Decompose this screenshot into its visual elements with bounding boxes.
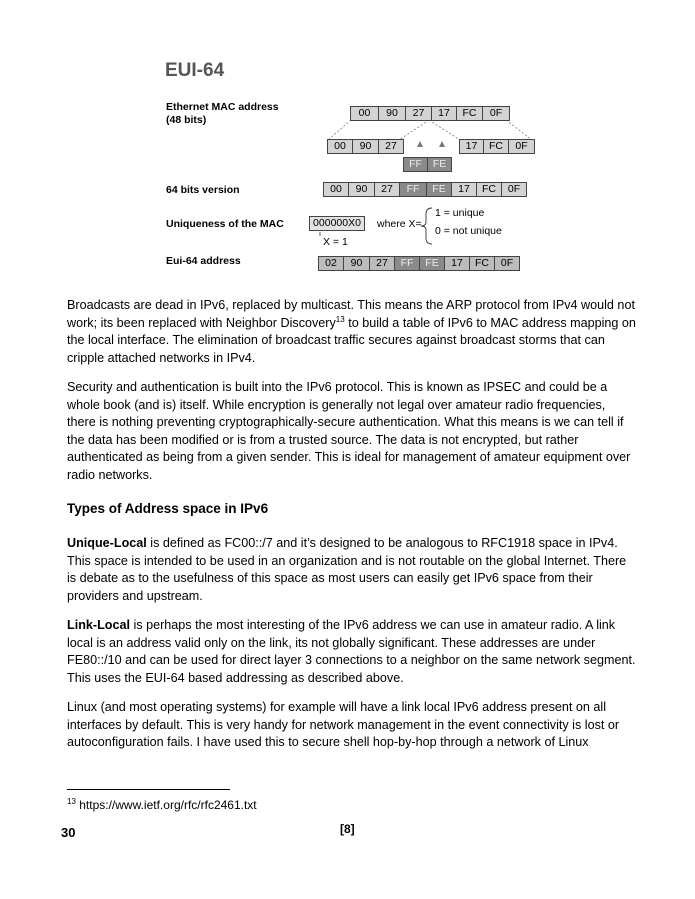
option-not-unique: 0 = not unique (435, 225, 502, 237)
mac-cells (351, 106, 510, 121)
eui-cell: 90 (343, 256, 370, 271)
paragraph-security: Security and authentication is built into the IPv6 protocol. This is known as IPSEC and could be a whole book (and is) itself. While encryption is generally not legal over amateur radio frequencies, there is nothing preventing cryptographically-secure authentication. What this means is we can tell if the data has been modified or is from a trusted source. The data is not encrypted, but rather authenticated as being from a given sender. This is ideal for management of amateur equipment over radio networks. (67, 380, 631, 482)
mac-address-label (166, 101, 279, 127)
mac-label-line2: (48 bits) (166, 114, 207, 126)
paragraph-text: to build a table of IPv6 to MAC address mapping on the local interface. The elimination of broadcast traffic secures against broadcast storms that can cripple attached networks in IPv4. (67, 315, 636, 365)
paragraph-text: Broadcasts are dead in IPv6, replaced by multicast. This means the ARP protocol from IPv4 would not work; its been replaced with Neighbor Discovery (67, 298, 635, 330)
section-heading: Types of Address space in IPv6 (67, 501, 269, 516)
mac-cell: 0F (482, 106, 510, 121)
split-cell: 0F (508, 139, 535, 154)
eui-cell: FC (469, 256, 495, 271)
footer-mark: [8] (340, 822, 355, 836)
split-cell: 17 (459, 139, 484, 154)
footnote-number: 13 (67, 797, 76, 806)
where-x-text: where X= (377, 218, 422, 230)
bits64-cell: FE (426, 182, 452, 197)
bits64-cell: 17 (451, 182, 477, 197)
mac-cell: 90 (378, 106, 406, 121)
paragraph-broadcasts (67, 297, 637, 367)
split-cell: 27 (378, 139, 404, 154)
footnote-divider (67, 789, 230, 790)
x-equals-one: X = 1 (323, 236, 348, 248)
split-cell: 00 (327, 139, 353, 154)
bits64-cell: 00 (323, 182, 349, 197)
paragraph-text: is perhaps the most interesting of the IPv6 address we can use in amateur radio. A link local is an address valid only on the link, its not globally significant. These addresses are under FE80::/10 and can be used for direct layer 3 connections to a neighbor on the same network segment. This uses the EUI-64 based addressing as described above. (67, 618, 636, 685)
bits64-cell: FF (399, 182, 427, 197)
eui-cell: 17 (444, 256, 470, 271)
uniq-box (310, 216, 365, 231)
mac-cell: FC (456, 106, 483, 121)
paragraph-unique-local (67, 535, 637, 605)
figure-title: EUI-64 (165, 60, 225, 81)
footnote (67, 798, 257, 812)
insert-cell: FE (427, 157, 452, 172)
mac-label-line1: Ethernet MAC address (166, 101, 279, 113)
insert-ff-fe-cells (404, 157, 452, 172)
eui-cell: 27 (369, 256, 395, 271)
split-right-cells (460, 139, 535, 154)
uniqueness-label: Uniqueness of the MAC (166, 218, 284, 230)
eui-cell: FE (419, 256, 445, 271)
bits64-cell: 0F (501, 182, 527, 197)
eui-cell: FF (394, 256, 420, 271)
option-unique: 1 = unique (435, 207, 485, 219)
split-cell: FC (483, 139, 509, 154)
bits64-cell: 27 (374, 182, 400, 197)
mac-cell: 27 (405, 106, 432, 121)
eui64-cells (319, 256, 520, 271)
eui-cell: 02 (318, 256, 344, 271)
mac-cell: 00 (350, 106, 379, 121)
term-link-local: Link-Local (67, 618, 130, 632)
bits64-cell: FC (476, 182, 502, 197)
bits64-cells (324, 182, 527, 197)
footnote-ref[interactable]: 13 (335, 314, 345, 324)
footnote-link[interactable]: https://www.ietf.org/rfc/rfc2461.txt (75, 798, 257, 812)
eui64-address-label: Eui-64 address (166, 255, 241, 267)
paragraph-linux: Linux (and most operating systems) for example will have a link local IPv6 address present on all interfaces by default. This is very handy for network management in the event connectivity is lost or autoconfiguration fails. I have used this to secure shell hop-by-hop through a network of Linux (67, 700, 620, 750)
eui-cell: 0F (494, 256, 520, 271)
page-number: 30 (61, 825, 76, 840)
bits64-label: 64 bits version (166, 184, 240, 196)
paragraph-link-local (67, 617, 637, 687)
mac-cell: 17 (431, 106, 457, 121)
eui64-figure (0, 0, 695, 280)
insert-cell: FF (403, 157, 428, 172)
uniq-cell: 000000X0 (309, 216, 365, 231)
bits64-cell: 90 (348, 182, 375, 197)
term-unique-local: Unique-Local (67, 536, 147, 550)
split-cell: 90 (352, 139, 379, 154)
split-left-cells (328, 139, 404, 154)
paragraph-text: is defined as FC00::/7 and it’s designed to be analogous to RFC1918 space in IPv4. This space is intended to be used in an organization and is not routable on the global Internet. There is debate as to the usefulness of this space as most users can easily get IPv6 space from their providers and upstream. (67, 536, 627, 603)
